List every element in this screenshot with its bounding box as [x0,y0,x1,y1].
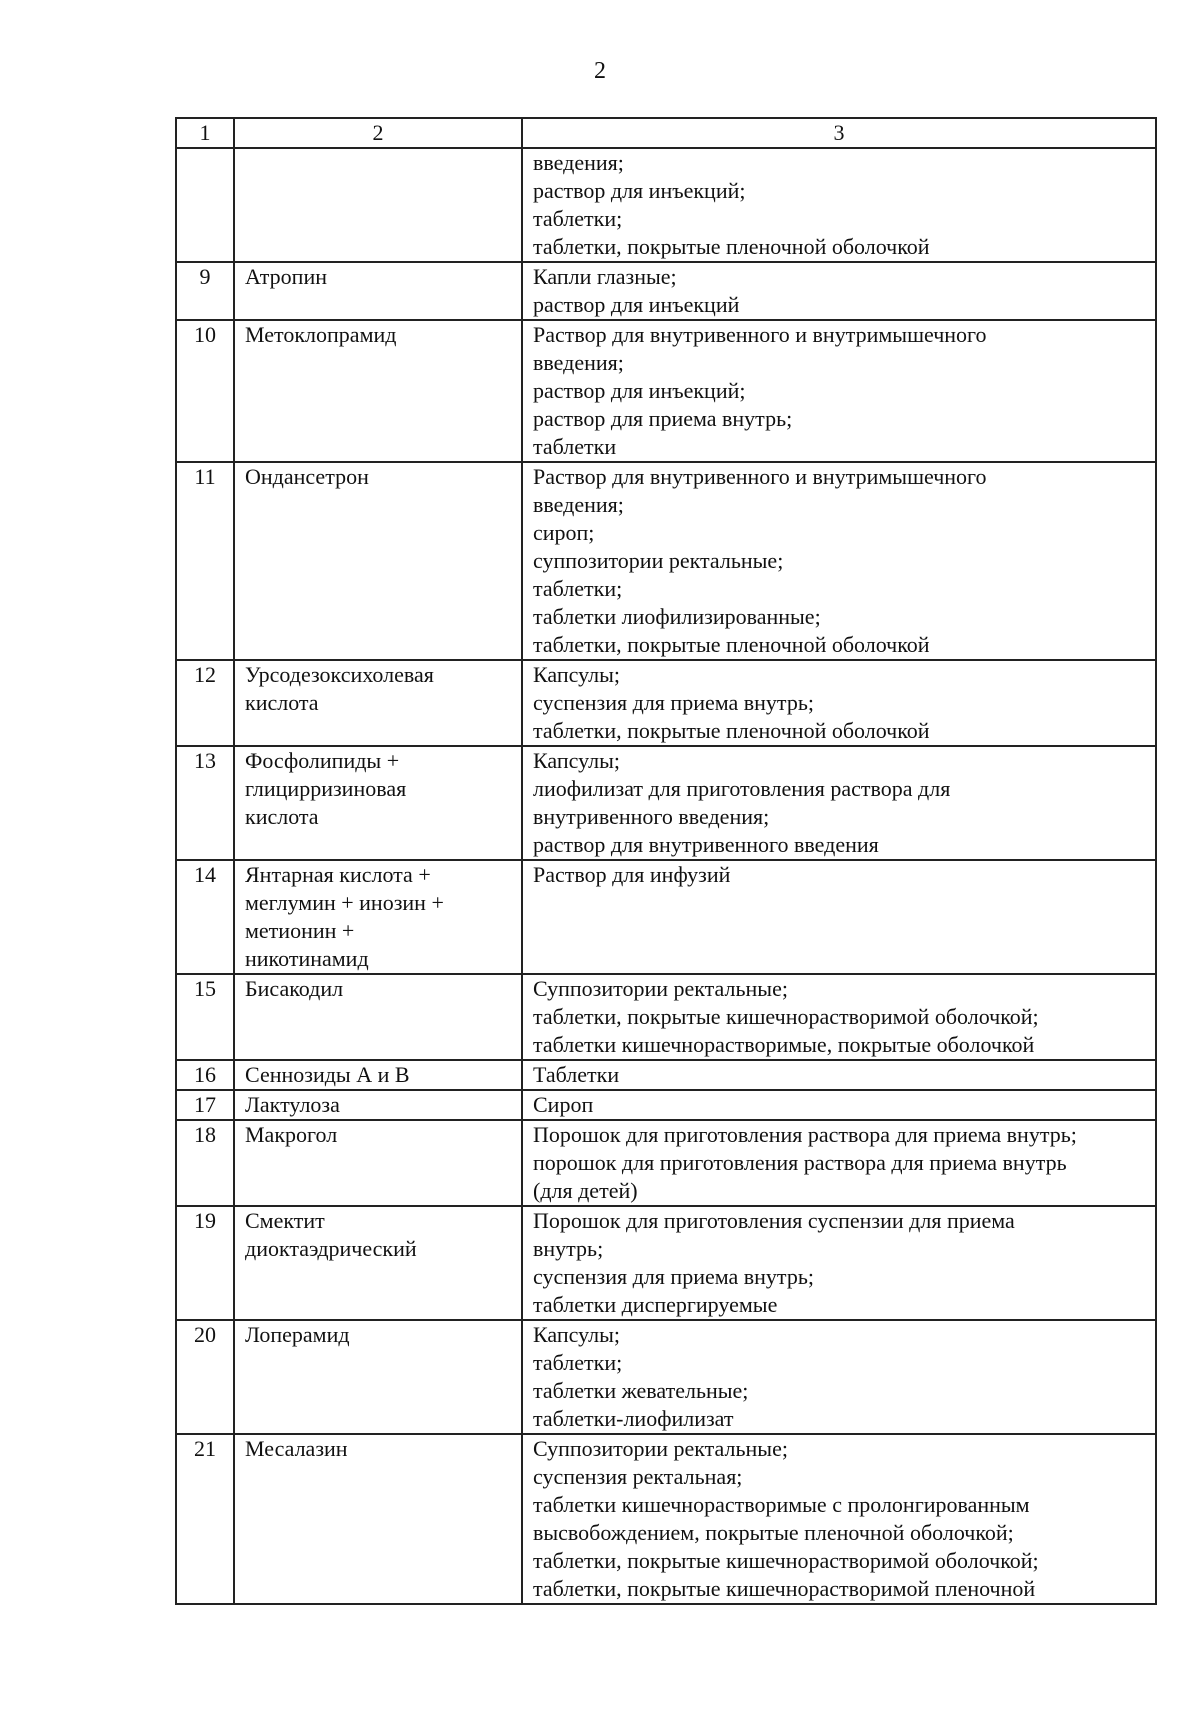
drug-name-line: кислота [245,804,319,829]
dosage-form-line: суспензия ректальная; [533,1464,743,1489]
drug-name-line: глицирризиновая [245,776,407,801]
drug-name-line: Метоклопрамид [245,322,397,347]
drug-name-cell [234,1090,522,1120]
dosage-form-line: введения; [533,350,624,375]
drug-name-line: Лоперамид [245,1322,350,1347]
drug-name-cell [234,860,522,974]
dosage-form-line: суспензия для приема внутрь; [533,1264,814,1289]
dosage-forms-cell [522,1434,1156,1604]
row-number-cell [176,148,234,262]
row-number-cell: 15 [176,974,234,1060]
drug-name-line: Сеннозиды А и В [245,1062,410,1087]
table-row [176,1060,1156,1090]
dosage-forms-cell [522,462,1156,660]
dosage-form-line: введения; [533,492,624,517]
dosage-form-line: Порошок для приготовления раствора для приема внутрь; [533,1122,1077,1147]
drug-name-cell [234,1120,522,1206]
row-number-cell: 14 [176,860,234,974]
dosage-form-line: таблетки, покрытые пленочной оболочкой [533,234,930,259]
table-row [176,1434,1156,1604]
drug-name-line: Фосфолипиды + [245,748,400,773]
dosage-forms-cell [522,320,1156,462]
dosage-form-line: раствор для внутривенного введения [533,832,879,857]
row-number-cell: 21 [176,1434,234,1604]
table-row [176,262,1156,320]
dosage-form-line: порошок для приготовления раствора для приема внутрь [533,1150,1067,1175]
row-number-cell: 18 [176,1120,234,1206]
drug-name-line: Смектит [245,1208,325,1233]
table-row [176,148,1156,262]
dosage-form-line: Таблетки [533,1062,620,1087]
dosage-form-line: суспензия для приема внутрь; [533,690,814,715]
drug-name-cell [234,974,522,1060]
dosage-form-line: таблетки, покрытые пленочной оболочкой [533,632,930,657]
dosage-forms-cell [522,1320,1156,1434]
dosage-form-line: Раствор для внутривенного и внутримышечного [533,464,987,489]
dosage-form-line: введения; [533,150,624,175]
table-row [176,1120,1156,1206]
dosage-form-line: суппозитории ректальные; [533,548,784,573]
drug-name-cell [234,1320,522,1434]
dosage-form-line: таблетки; [533,1350,623,1375]
dosage-form-line: (для детей) [533,1178,638,1203]
dosage-form-line: лиофилизат для приготовления раствора для [533,776,951,801]
dosage-form-line: таблетки кишечнорастворимые, покрытые оболочкой [533,1032,1035,1057]
header-cell-2: 2 [234,118,522,148]
drug-name-line: Лактулоза [245,1092,340,1117]
table-row [176,660,1156,746]
drug-name-line: диоктаэдрический [245,1236,417,1261]
drug-name-cell [234,1206,522,1320]
dosage-form-line: таблетки жевательные; [533,1378,749,1403]
drug-name-line: Атропин [245,264,327,289]
drug-name-line: меглумин + инозин + [245,890,444,915]
drug-name-cell [234,320,522,462]
dosage-form-line: Сироп [533,1092,594,1117]
row-number-cell: 13 [176,746,234,860]
dosage-form-line: таблетки лиофилизированные; [533,604,821,629]
header-cell-3: 3 [522,118,1156,148]
dosage-form-line: таблетки; [533,206,623,231]
drug-name-line: метионин + [245,918,355,943]
dosage-forms-cell [522,746,1156,860]
dosage-form-line: таблетки [533,434,617,459]
dosage-form-line: Капсулы; [533,1322,621,1347]
dosage-form-line: внутрь; [533,1236,604,1261]
table-row [176,746,1156,860]
dosage-form-line: таблетки, покрытые пленочной оболочкой [533,718,930,743]
drug-name-line: Урсодезоксихолевая [245,662,434,687]
table-row [176,860,1156,974]
dosage-form-line: внутривенного введения; [533,804,770,829]
drug-name-cell [234,746,522,860]
drug-name-cell [234,660,522,746]
row-number-cell: 19 [176,1206,234,1320]
drug-name-cell [234,1060,522,1090]
dosage-form-line: Капсулы; [533,662,621,687]
dosage-forms-cell [522,1120,1156,1206]
dosage-form-line: раствор для инъекций [533,292,740,317]
dosage-form-line: Капли глазные; [533,264,677,289]
dosage-form-line: таблетки диспергируемые [533,1292,778,1317]
drug-name-cell [234,148,522,262]
row-number-cell: 11 [176,462,234,660]
row-number-cell: 12 [176,660,234,746]
dosage-forms-cell [522,1206,1156,1320]
dosage-form-line: таблетки, покрытые кишечнорастворимой оболочкой; [533,1548,1039,1573]
dosage-form-line: Суппозитории ректальные; [533,1436,788,1461]
dosage-form-line: таблетки, покрытые кишечнорастворимой пленочной [533,1576,1036,1601]
dosage-form-line: таблетки кишечнорастворимые с пролонгированным [533,1492,1030,1517]
dosage-form-line: Суппозитории ректальные; [533,976,788,1001]
row-number-cell: 16 [176,1060,234,1090]
dosage-forms-cell [522,262,1156,320]
dosage-forms-cell [522,1090,1156,1120]
dosage-form-line: раствор для инъекций; [533,178,746,203]
drug-name-line: Ондансетрон [245,464,369,489]
table-row [176,974,1156,1060]
table-header-row [176,118,1156,148]
drug-name-line: Янтарная кислота + [245,862,431,887]
row-number-cell: 10 [176,320,234,462]
table-body [176,118,1156,1604]
page-number: 2 [594,58,606,84]
dosage-forms-cell [522,148,1156,262]
drug-name-line: кислота [245,690,319,715]
table-row [176,1090,1156,1120]
drug-name-line: никотинамид [245,946,369,971]
dosage-form-line: Капсулы; [533,748,621,773]
row-number-cell: 9 [176,262,234,320]
dosage-forms-cell [522,660,1156,746]
medicines-table [175,117,1157,1605]
dosage-form-line: Раствор для внутривенного и внутримышечного [533,322,987,347]
dosage-form-line: Порошок для приготовления суспензии для приема [533,1208,1015,1233]
drug-name-line: Макрогол [245,1122,338,1147]
table-row [176,1206,1156,1320]
drug-name-line: Бисакодил [245,976,344,1001]
dosage-form-line: таблетки, покрытые кишечнорастворимой оболочкой; [533,1004,1039,1029]
dosage-forms-cell [522,974,1156,1060]
drug-name-cell [234,262,522,320]
table-row [176,1320,1156,1434]
dosage-forms-cell [522,860,1156,974]
row-number-cell: 17 [176,1090,234,1120]
header-cell-1: 1 [176,118,234,148]
dosage-form-line: Раствор для инфузий [533,862,731,887]
drug-name-cell [234,1434,522,1604]
table-row [176,320,1156,462]
dosage-forms-cell [522,1060,1156,1090]
dosage-form-line: таблетки-лиофилизат [533,1406,734,1431]
row-number-cell: 20 [176,1320,234,1434]
dosage-form-line: сироп; [533,520,595,545]
drug-name-cell [234,462,522,660]
dosage-form-line: таблетки; [533,576,623,601]
table-row [176,462,1156,660]
dosage-form-line: раствор для инъекций; [533,378,746,403]
drug-name-line: Месалазин [245,1436,348,1461]
dosage-form-line: высвобождением, покрытые пленочной оболочкой; [533,1520,1014,1545]
dosage-form-line: раствор для приема внутрь; [533,406,793,431]
